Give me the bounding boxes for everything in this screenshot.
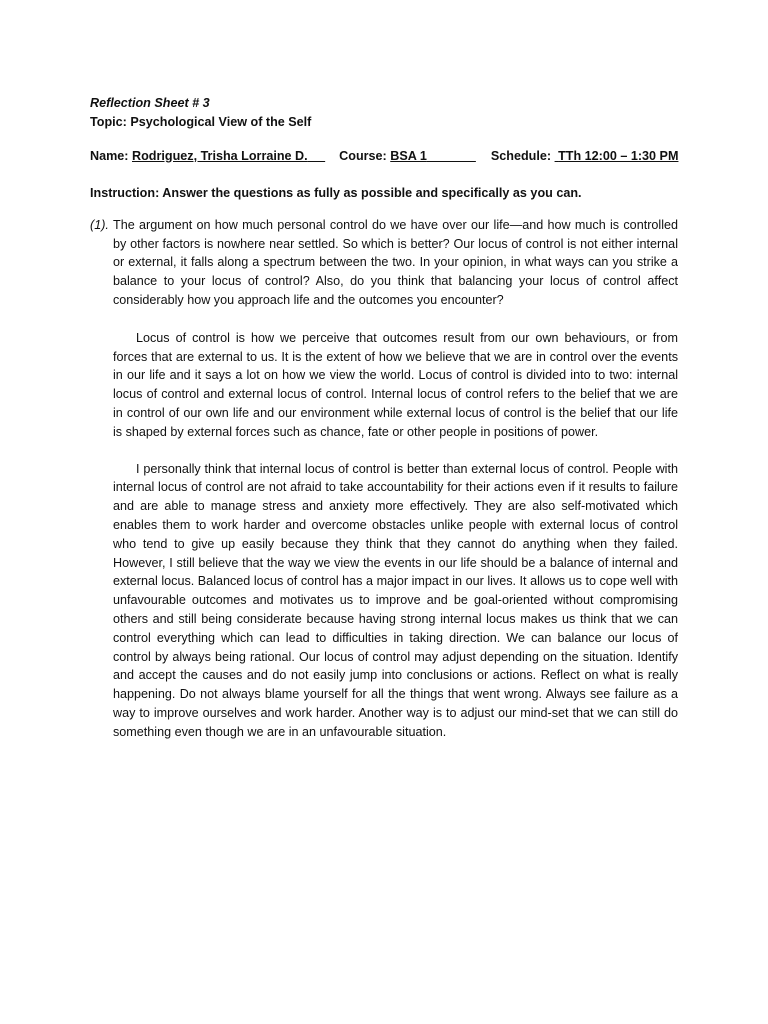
question-number: (1). xyxy=(90,217,109,232)
topic-line: Topic: Psychological View of the Self xyxy=(90,114,312,129)
question-text: The argument on how much personal control do we have over our life—and how much is controlled by other factors is nowhere near settled. So which is better? Our locus of control is not either internal or external, it falls along a spectrum between the two. In your opinion, in what ways can you strike a balance to your locus of control? Also, do you think that balancing your locus of control affect considerably how you approach life and the outcomes you encounter? xyxy=(113,217,678,307)
student-info-row xyxy=(90,147,678,166)
document-body xyxy=(90,94,678,742)
schedule-label: Schedule: xyxy=(490,148,552,163)
answer-paragraph-1: Locus of control is how we perceive that outcomes result from our own behaviours, or from forces that are external to us. It is the extent of how we believe that we are in control over the events in our life and it says a lot on how we view the world. Locus of control is divided into to two: internal locus of control and external locus of control. Internal locus of control refers to the belief that we are in control of our own life and our environment while external locus of control is the belief that our life is shaped by external forces such as chance, fate or other people in positions of power. xyxy=(113,330,678,439)
course-label: Course: xyxy=(339,148,387,163)
answer-paragraph-2: I personally think that internal locus of control is better than external locus of control. People with internal locus of control are not afraid to take accountability for their actions even if it results to failure and are able to manage stress and anxiety more effectively. They are also self-motivated which enables them to work harder and overcome obstacles unlike people with external locus of control who tend to give up easily because they think that they cannot do anything when they failed. However, I still believe that the way we view the events in our life should be a balance of internal and external locus. Balanced locus of control has a major impact in our lives. It allows us to cope well with unfavourable outcomes and motivates us to improve and be goal-oriented without compromising others and still being considerate because having strong internal locus makes us think that we can control everything which can lead to difficulties in taking direction. We can balance our locus of control by always being rational. Our locus of control may adjust depending on the situation. Identify and accept the causes and do not easily jump into conclusions or actions. Reflect on what is really happening. Do not always blame yourself for all the things that went wrong. Always see failure as a way to improve ourselves and work harder. Another way is to adjust our mind-set that we can still do something even though we are in an unfavourable situation. xyxy=(113,461,678,739)
course-value: BSA 1 xyxy=(390,148,427,163)
name-label: Name: xyxy=(90,148,129,163)
sheet-title: Reflection Sheet # 3 xyxy=(90,96,210,110)
question-1 xyxy=(90,216,678,310)
name-value: Rodriguez, Trisha Lorraine D. xyxy=(132,148,308,163)
instruction-text: Instruction: Answer the questions as fully as possible and specifically as you can. xyxy=(90,186,582,201)
schedule-value: TTh 12:00 – 1:30 PM xyxy=(558,148,679,163)
